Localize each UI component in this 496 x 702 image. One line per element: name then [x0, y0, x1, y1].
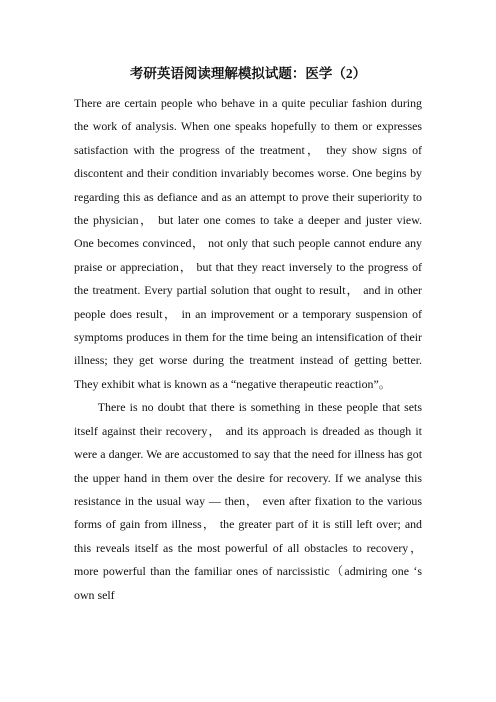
- document-title: 考研英语阅读理解模拟试题：医学（2）: [129, 66, 367, 81]
- paragraph-2: There is no doubt that there is something in these people that sets itself against their recovery， and its approach is dreaded as though it were a danger. We are accustomed to say that the need for illness has got the upper hand in them over the desire for recovery. If we analyse this resistance in the usual way — then， even after fixation to the various forms of gain from illness， the greater part of it is still left over; and this reveals itself as the most powerful of all obstacles to recovery， more powerful than the familiar ones of narcissistic（admiring one ‘s own self: [74, 400, 422, 602]
- paragraph-1: There are certain people who behave in a quite peculiar fashion during the work of analysis. When one speaks hopefully to them or expresses satisfaction with the progress of the treatment， they show signs of discontent and their condition invariably becomes worse. One begins by regarding this as defiance and as an attempt to prove their superiority to the physician， but later one comes to take a deeper and juster view. One becomes convinced， not only that such people cannot endure any praise or appreciation， but that they react inversely to the progress of the treatment. Every partial solution that ought to result， and in other people does result， in an improvement or a temporary suspension of symptoms produces in them for the time being an intensification of their illness; they get worse during the treatment instead of getting better. They exhibit what is known as a “negative therapeutic reaction”。: [74, 96, 422, 391]
